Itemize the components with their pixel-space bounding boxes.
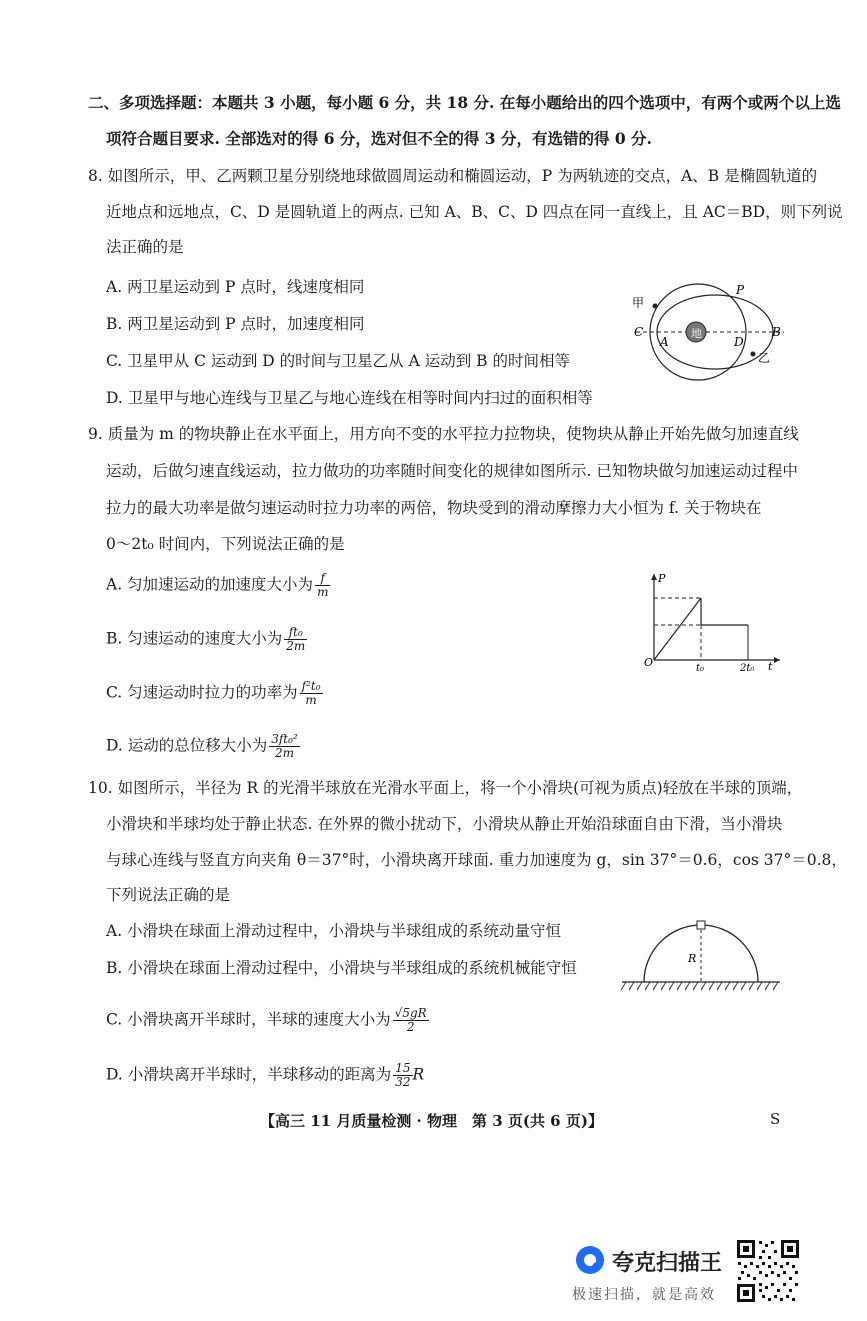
- power-time-graph: [640, 568, 785, 673]
- slider-block-icon: [697, 921, 705, 929]
- section-heading-line1: 二、多项选择题：本题共 3 小题，每小题 6 分，共 18 分. 在每小题给出的四个选项中，有两个或两个以上选: [88, 93, 841, 112]
- svg-text:P: P: [658, 572, 666, 585]
- section-heading-line2: 项符合题目要求. 全部选对的得 6 分，选对但不全的得 3 分，有选错的得 0 分.: [106, 129, 652, 148]
- footer-mark: S: [770, 1110, 781, 1128]
- q9-option-c: C. 匀速运动时拉力的功率为 $\frac{\text{f²t₀}}{m}$: [106, 679, 321, 707]
- q9-stem-line4: 0～2t₀ 时间内，下列说法正确的是: [106, 535, 345, 553]
- q9-stem-line2: 运动，后做匀速直线运动，拉力做功的功率随时间变化的规律如图所示. 已知物块做匀加速运动过程中: [106, 462, 798, 480]
- q9-option-d: D. 运动的总位移大小为 $\frac{\text{3ft₀²}}{2m}$: [106, 732, 298, 760]
- q10-option-c: C. 小滑块离开半球时，半球的速度大小为 $\frac{√5gR}{2}$: [106, 1006, 427, 1034]
- q8-option-c: C. 卫星甲从 C 运动到 D 的时间与卫星乙从 A 运动到 B 的时间相等: [106, 352, 570, 370]
- page-footer: 【高三 11 月质量检测 · 物理 第 3 页(共 6 页)】: [260, 1112, 603, 1130]
- q9-stem-line1: 9. 质量为 m 的物块静止在水平面上，用方向不变的水平拉力拉物块，使物块从静止开始先做匀加速直线: [88, 425, 799, 443]
- q8-option-a: A. 两卫星运动到 P 点时，线速度相同: [106, 278, 365, 296]
- q8-option-d: D. 卫星甲与地心连线与卫星乙与地心连线在相等时间内扫过的面积相等: [106, 389, 593, 407]
- q10-option-b: B. 小滑块在球面上滑动过程中，小滑块与半球组成的系统机械能守恒: [106, 959, 577, 977]
- q10-option-a: A. 小滑块在球面上滑动过程中，小滑块与半球组成的系统动量守恒: [106, 922, 562, 940]
- q10-stem-line2: 小滑块和半球均处于静止状态. 在外界的微小扰动下，小滑块从静止开始沿球面自由下滑，当小滑块: [106, 815, 783, 833]
- q8-stem-line1: 8. 如图所示，甲、乙两颗卫星分别绕地球做圆周运动和椭圆运动，P 为两轨迹的交点，A、B 是椭圆轨道的: [88, 167, 818, 185]
- q10-stem-line1: 10. 如图所示，半径为 R 的光滑半球放在光滑水平面上，将一个小滑块(可视为质点)轻放在半球的顶端，: [88, 779, 803, 797]
- hemisphere-figure: [620, 920, 782, 996]
- svg-text:甲: 甲: [632, 296, 645, 310]
- q8-option-b: B. 两卫星运动到 P 点时，加速度相同: [106, 315, 365, 333]
- svg-text:乙: 乙: [758, 351, 771, 365]
- svg-text:B: B: [772, 325, 781, 339]
- q10-option-d: D. 小滑块离开半球时，半球移动的距离为 $\frac{15}{32}$ R: [106, 1061, 425, 1089]
- svg-text:D: D: [734, 335, 744, 349]
- q10-stem-line3: 与球心连线与竖直方向夹角 θ＝37°时，小滑块离开球面. 重力加速度为 g，sin 37°＝0.6，cos 37°＝0.8，: [106, 851, 847, 869]
- watermark-brand: 夸克扫描王: [612, 1251, 723, 1276]
- q9-stem-line3: 拉力的最大功率是做匀速运动时拉力功率的两倍，物块受到的滑动摩擦力大小恒为 f. 关于物块在: [106, 499, 762, 517]
- svg-text:t₀: t₀: [696, 663, 705, 673]
- svg-text:t: t: [768, 660, 773, 673]
- svg-text:O: O: [644, 656, 654, 669]
- svg-text:A: A: [660, 335, 669, 349]
- svg-text:C: C: [634, 325, 644, 339]
- svg-text:R: R: [688, 952, 697, 965]
- qr-code-icon: [735, 1238, 801, 1304]
- svg-text:2t₀: 2t₀: [740, 663, 755, 673]
- q8-stem-line2: 近地点和远地点，C、D 是圆轨道上的两点. 已知 A、B、C、D 四点在同一直线上，且 AC＝BD，则下列说: [106, 203, 843, 221]
- quark-logo-icon: [574, 1244, 606, 1276]
- q9-option-b: B. 匀速运动的速度大小为 $\frac{\text{ft₀}}{2m}$: [106, 625, 306, 653]
- q10-stem-line4: 下列说法正确的是: [106, 886, 231, 904]
- q8-stem-line3: 法正确的是: [106, 238, 184, 256]
- svg-text:P: P: [736, 283, 745, 297]
- watermark-slogan: 极速扫描，就是高效: [572, 1287, 716, 1303]
- orbit-figure: [620, 282, 790, 390]
- q9-option-a: A. 匀加速运动的加速度大小为 $\frac{f}{m}$: [106, 571, 329, 599]
- svg-text:地: 地: [691, 327, 702, 340]
